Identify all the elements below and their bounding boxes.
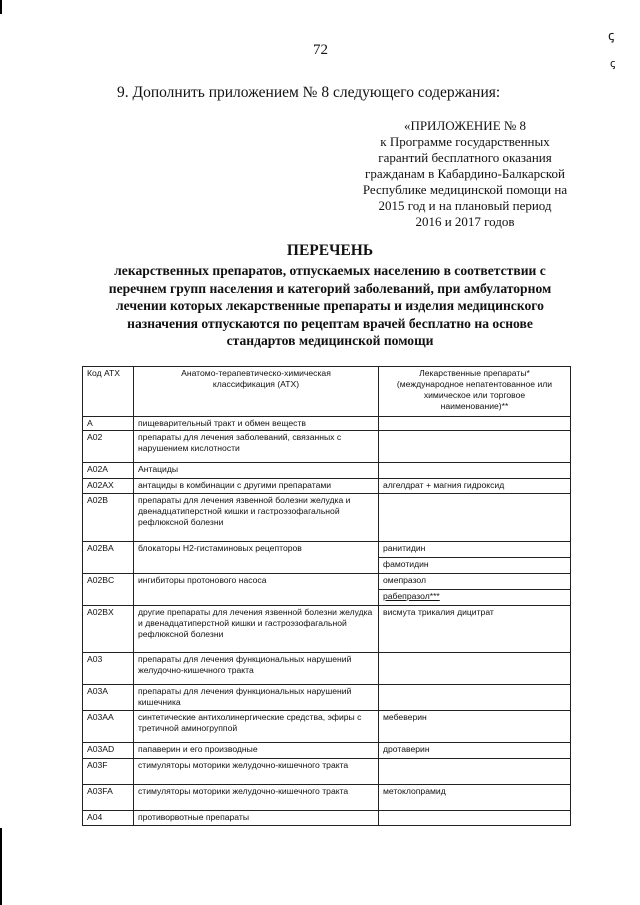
atc-code-cell: A04: [83, 811, 134, 826]
classification-cell: стимуляторы моторики желудочно-кишечного тракта: [134, 785, 379, 811]
subtitle-line: лечении которых лекарственные препараты и изделия медицинского: [116, 298, 544, 313]
classification-cell: препараты для лечения язвенной болезни желудка и двенадцатиперстной кишки и гастроэзофагальной рефлюксной болезни: [134, 494, 379, 542]
drug-cell: дротаверин: [379, 743, 571, 759]
appendix-header: [360, 118, 570, 230]
atc-code-cell: A02BX: [83, 606, 134, 653]
classification-cell: папаверин и его производные: [134, 743, 379, 759]
classification-cell: противорвотные препараты: [134, 811, 379, 826]
drug-cell: алгелдрат + магния гидроксид: [379, 479, 571, 494]
classification-cell: пищеварительный тракт и обмен веществ: [134, 417, 379, 431]
appendix-line: 2015 год и на плановый период: [378, 198, 552, 213]
header-atc-code: Код АТХ: [83, 367, 134, 417]
classification-cell: антациды в комбинации с другими препаратами: [134, 479, 379, 494]
header-drugs: Лекарственные препараты* (международное непатентованное или химическое или торговое наименование)**: [379, 367, 571, 417]
classification-cell: синтетические антихолинергические средства, эфиры с третичной аминогруппой: [134, 711, 379, 743]
table-row: [83, 417, 571, 431]
drug-cell: [379, 494, 571, 542]
table-row: [83, 463, 571, 479]
classification-cell: препараты для лечения заболеваний, связанных с нарушением кислотности: [134, 431, 379, 463]
table-row: [83, 811, 571, 826]
drug-name: рабепразол***: [383, 591, 440, 601]
classification-cell: препараты для лечения функциональных нарушений желудочно-кишечного тракта: [134, 653, 379, 685]
drug-cell: омепразол: [379, 574, 571, 590]
table-row: [83, 574, 571, 590]
page-number: 72: [313, 42, 328, 58]
table-row: [83, 743, 571, 759]
subtitle-line: перечнем групп населения и категорий заболеваний, при амбулаторном: [108, 280, 552, 296]
drug-cell: [379, 417, 571, 431]
drug-cell: метоклопрамид: [379, 785, 571, 811]
drug-cell: [379, 590, 571, 606]
atc-code-cell: A03AA: [83, 711, 134, 743]
appendix-line: 2016 и 2017 годов: [415, 214, 515, 229]
atc-code-cell: A03A: [83, 685, 134, 711]
appendix-line: гарантий бесплатного оказания: [378, 150, 552, 165]
drug-cell: [379, 653, 571, 685]
drug-cell: висмута трикалия дицитрат: [379, 606, 571, 653]
atc-code-cell: A02AX: [83, 479, 134, 494]
atc-code-cell: A02A: [83, 463, 134, 479]
atc-code-cell: A: [83, 417, 134, 431]
table-row: [83, 494, 571, 542]
scan-edge-line: [0, 828, 2, 905]
document-subtitle: [60, 262, 600, 350]
appendix-line: к Программе государственных: [380, 134, 550, 149]
atc-code-cell: A02B: [83, 494, 134, 542]
table-row: [83, 653, 571, 685]
classification-cell: блокаторы Н2-гистаминовых рецепторов: [134, 542, 379, 574]
atc-code-cell: A02BC: [83, 574, 134, 606]
table-header-row: [83, 367, 571, 417]
scan-mark: ꞔ: [608, 28, 615, 43]
table-row: [83, 431, 571, 463]
intro-paragraph: 9. Дополнить приложением № 8 следующего содержания:: [117, 84, 501, 101]
document-title: ПЕРЕЧЕНЬ: [286, 242, 374, 259]
drug-cell: [379, 811, 571, 826]
atc-code-cell: A02: [83, 431, 134, 463]
drug-cell: [379, 463, 571, 479]
table-row: [83, 479, 571, 494]
subtitle-line: лекарственных препаратов, отпускаемых населению в соответствии с: [114, 263, 546, 278]
appendix-line: Республике медицинской помощи на: [362, 182, 568, 197]
atc-code-cell: A03AD: [83, 743, 134, 759]
header-atc-classification: Анатомо-терапевтическо-химическая классификация (АТХ): [134, 367, 379, 417]
classification-cell: стимуляторы моторики желудочно-кишечного тракта: [134, 759, 379, 785]
appendix-line: «ПРИЛОЖЕНИЕ № 8: [403, 118, 527, 133]
scan-edge-line: [0, 0, 2, 14]
subtitle-line: стандартов медицинской помощи: [226, 333, 434, 348]
table-row: [83, 759, 571, 785]
atc-code-cell: A03F: [83, 759, 134, 785]
classification-cell: ингибиторы протонового насоса: [134, 574, 379, 606]
table-row: [83, 606, 571, 653]
subtitle-line: назначения отпускаются по рецептам врачей бесплатно на основе: [127, 315, 533, 331]
table-row: [83, 711, 571, 743]
appendix-line: гражданам в Кабардино-Балкарской: [364, 166, 565, 181]
drug-cell: [379, 685, 571, 711]
classification-cell: Антациды: [134, 463, 379, 479]
drug-cell: мебеверин: [379, 711, 571, 743]
drug-list-table: [82, 366, 571, 826]
drug-cell: ранитидин: [379, 542, 571, 558]
table-row: [83, 542, 571, 558]
table-row: [83, 685, 571, 711]
scan-mark: ꞔ: [610, 58, 616, 70]
atc-code-cell: A03: [83, 653, 134, 685]
atc-code-cell: A02BA: [83, 542, 134, 574]
classification-cell: препараты для лечения функциональных нарушений кишечника: [134, 685, 379, 711]
drug-cell: [379, 431, 571, 463]
drug-cell: [379, 759, 571, 785]
atc-code-cell: A03FA: [83, 785, 134, 811]
table-row: [83, 785, 571, 811]
classification-cell: другие препараты для лечения язвенной болезни желудка и двенадцатиперстной кишки и гастроэзофагальной рефлюксной болезни: [134, 606, 379, 653]
drug-cell: фамотидин: [379, 558, 571, 574]
